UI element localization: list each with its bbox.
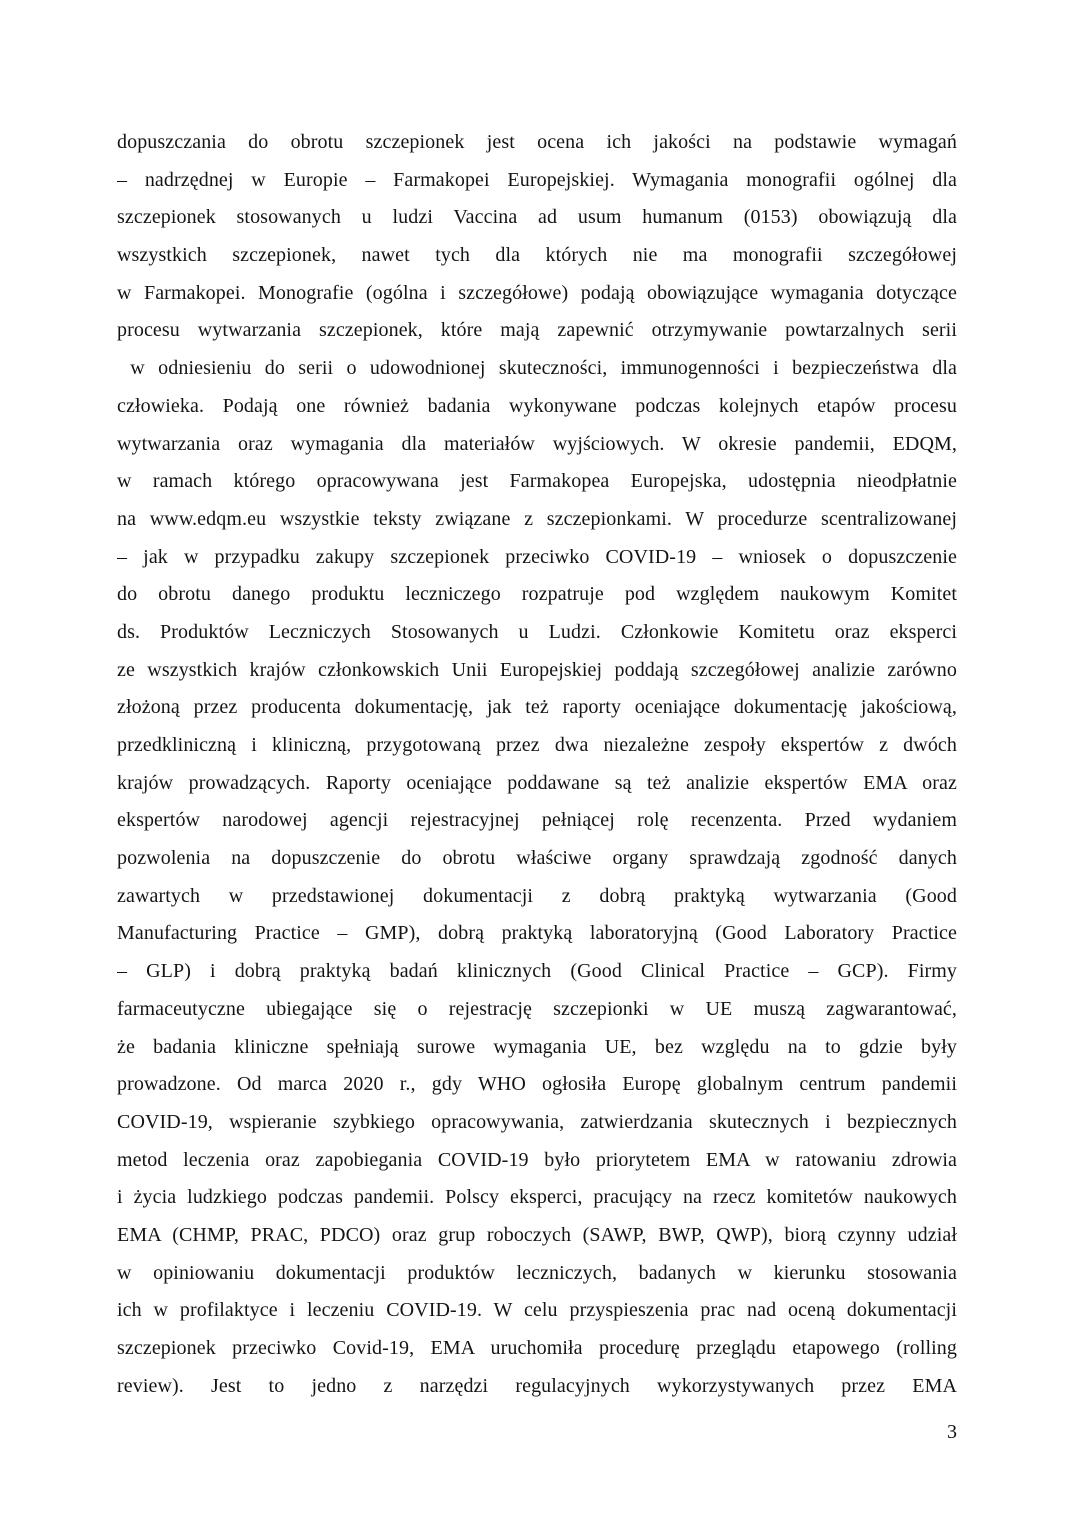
text-line: w Farmakopei. Monografie (ogólna i szczegółowe) podają obowiązujące wymagania dotyczące <box>117 281 957 304</box>
text-line: złożoną przez producenta dokumentację, jak też raporty oceniające dokumentację jakościową, <box>117 696 957 719</box>
text-line: wytwarzania oraz wymagania dla materiałów wyjściowych. W okresie pandemii, EDQM, <box>117 432 957 455</box>
text-line: EMA (CHMP, PRAC, PDCO) oraz grup roboczych (SAWP, BWP, QWP), biorą czynny udział <box>117 1223 957 1246</box>
text-line: pozwolenia na dopuszczenie do obrotu właściwe organy sprawdzają zgodność danych <box>117 847 957 870</box>
text-line: – GLP) i dobrą praktyką badań klinicznych (Good Clinical Practice – GCP). Firmy <box>117 960 957 983</box>
text-line: człowieka. Podają one również badania wykonywane podczas kolejnych etapów procesu <box>117 394 957 417</box>
text-line: ze wszystkich krajów członkowskich Unii Europejskiej poddają szczegółowej analizie zarówno <box>117 658 957 681</box>
text-line: wszystkich szczepionek, nawet tych dla których nie ma monografii szczegółowej <box>117 244 957 267</box>
text-line: procesu wytwarzania szczepionek, które mają zapewnić otrzymywanie powtarzalnych serii <box>117 319 957 342</box>
text-line: w odniesieniu do serii o udowodnionej skuteczności, immunogenności i bezpieczeństwa dla <box>117 357 957 380</box>
text-line: na www.edqm.eu wszystkie teksty związane z szczepionkami. W procedurze scentralizowanej <box>117 507 957 530</box>
text-line: w ramach którego opracowywana jest Farmakopea Europejska, udostępnia nieodpłatnie <box>117 470 957 493</box>
text-line: szczepionek przeciwko Covid-19, EMA uruchomiła procedurę przeglądu etapowego (rolling <box>117 1337 957 1359</box>
text-line: ds. Produktów Leczniczych Stosowanych u Ludzi. Członkowie Komitetu oraz eksperci <box>117 620 957 643</box>
text-line: – nadrzędnej w Europie – Farmakopei Europejskiej. Wymagania monografii ogólnej dla <box>117 168 957 191</box>
page-number: 3 <box>947 1421 957 1443</box>
text-line: w opiniowaniu dokumentacji produktów leczniczych, badanych w kierunku stosowania <box>117 1261 957 1284</box>
text-line: i życia ludzkiego podczas pandemii. Polscy eksperci, pracujący na rzecz komitetów naukowych <box>117 1186 957 1209</box>
text-line: dopuszczania do obrotu szczepionek jest ocena ich jakości na podstawie wymagań <box>117 131 957 153</box>
text-line: metod leczenia oraz zapobiegania COVID-19 było priorytetem EMA w ratowaniu zdrowia <box>117 1148 957 1171</box>
text-line: – jak w przypadku zakupy szczepionek przeciwko COVID-19 – wniosek o dopuszczenie <box>117 545 957 568</box>
text-line: farmaceutyczne ubiegające się o rejestrację szczepionki w UE muszą zagwarantować, <box>117 997 957 1020</box>
text-line: przedkliniczną i kliniczną, przygotowaną przez dwa niezależne zespoły ekspertów z dwóch <box>117 734 957 756</box>
text-line: szczepionek stosowanych u ludzi Vaccina ad usum humanum (0153) obowiązują dla <box>117 206 957 229</box>
text-line: prowadzone. Od marca 2020 r., gdy WHO ogłosiła Europę globalnym centrum pandemii <box>117 1073 957 1096</box>
text-line: zawartych w przedstawionej dokumentacji z dobrą praktyką wytwarzania (Good <box>117 884 957 907</box>
text-line: Manufacturing Practice – GMP), dobrą praktyką laboratoryjną (Good Laboratory Practice <box>117 922 957 945</box>
text-line: że badania kliniczne spełniają surowe wymagania UE, bez względu na to gdzie były <box>117 1035 957 1058</box>
text-line: krajów prowadzących. Raporty oceniające poddawane są też analizie ekspertów EMA oraz <box>117 771 957 794</box>
text-line: ekspertów narodowej agencji rejestracyjnej pełniącej rolę recenzenta. Przed wydaniem <box>117 809 957 832</box>
text-line: ich w profilaktyce i leczeniu COVID-19. W celu przyspieszenia prac nad oceną dokumentacji <box>117 1299 957 1322</box>
text-line: COVID-19, wspieranie szybkiego opracowywania, zatwierdzania skutecznych i bezpiecznych <box>117 1110 957 1133</box>
text-line: do obrotu danego produktu leczniczego rozpatruje pod względem naukowym Komitet <box>117 583 957 606</box>
body-text <box>117 124 957 1405</box>
text-line: review). Jest to jedno z narzędzi regulacyjnych wykorzystywanych przez EMA <box>117 1374 957 1397</box>
